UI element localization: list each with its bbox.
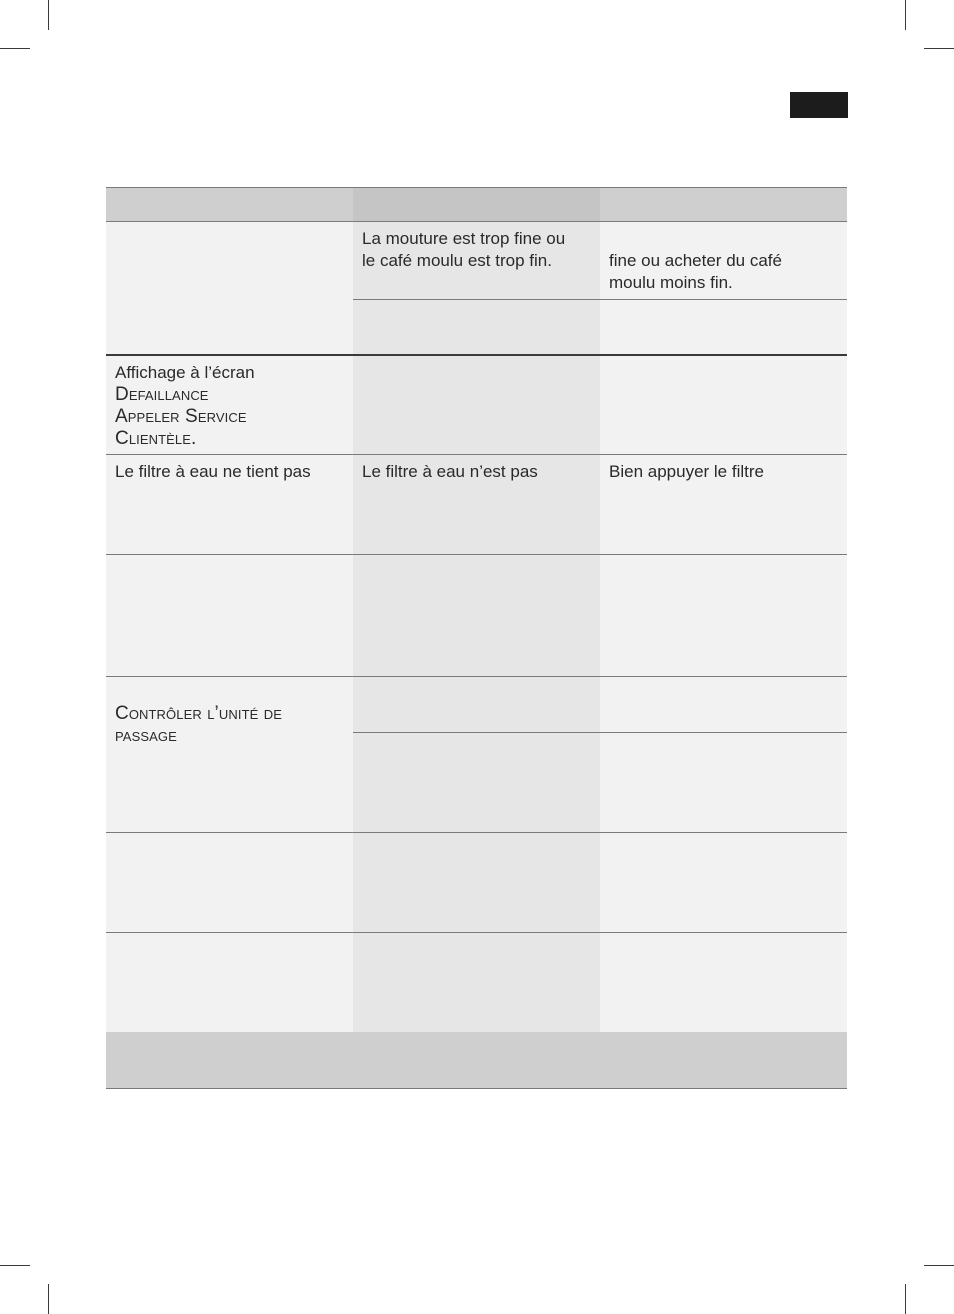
row5-remedy <box>600 677 847 732</box>
cause-line: le café moulu est trop fin. <box>362 251 552 270</box>
row4-cause <box>353 555 600 676</box>
row5b-cause <box>353 733 600 832</box>
row6-cause <box>353 833 600 932</box>
row2-symptom <box>106 356 353 454</box>
remedy-line: moulu moins fin. <box>609 273 733 292</box>
crop-mark <box>48 1284 49 1314</box>
crop-mark <box>924 48 954 49</box>
crop-mark <box>0 1265 30 1266</box>
crop-mark <box>924 1265 954 1266</box>
row2-cause <box>353 356 600 454</box>
display-message: passage <box>115 725 177 746</box>
row3-symptom <box>106 455 353 554</box>
display-message: Clientèle. <box>115 428 197 449</box>
crop-mark <box>0 48 30 49</box>
row6-symptom <box>106 833 353 932</box>
row2-remedy <box>600 356 847 454</box>
remedy-text: Bien appuyer le filtre <box>609 462 764 481</box>
row1b-remedy <box>600 300 847 354</box>
row3-cause <box>353 455 600 554</box>
row7-cause <box>353 933 600 1032</box>
row5-cause <box>353 677 600 732</box>
remedy-line: fine ou acheter du café <box>609 251 782 270</box>
row5-symptom <box>106 677 353 832</box>
display-message: Defaillance <box>115 384 209 405</box>
header-symptom <box>106 187 353 221</box>
crop-mark <box>48 0 49 30</box>
row7-remedy <box>600 933 847 1032</box>
cause-line: La mouture est trop fine ou <box>362 229 566 248</box>
symptom-text: Affichage à l’écran <box>115 363 255 382</box>
row4-symptom <box>106 555 353 676</box>
row-divider <box>106 1088 847 1089</box>
row6-remedy <box>600 833 847 932</box>
crop-mark <box>905 1284 906 1314</box>
row-divider <box>106 187 847 188</box>
row1-remedy <box>600 222 847 299</box>
row1-symptom <box>106 222 353 354</box>
symptom-text: Le filtre à eau ne tient pas <box>115 462 311 481</box>
table-footer <box>106 1032 847 1088</box>
language-tab <box>790 92 848 118</box>
row7-symptom <box>106 933 353 1032</box>
display-message: Appeler Service <box>115 406 247 427</box>
header-remedy <box>600 187 847 221</box>
row1b-cause <box>353 300 600 354</box>
header-cause <box>353 187 600 221</box>
row1-cause <box>353 222 600 299</box>
display-message: Contrôler l’unité de <box>115 703 283 724</box>
crop-mark <box>905 0 906 30</box>
row3-remedy <box>600 455 847 554</box>
row5b-remedy <box>600 733 847 832</box>
row4-remedy <box>600 555 847 676</box>
cause-text: Le filtre à eau n’est pas <box>362 462 538 481</box>
